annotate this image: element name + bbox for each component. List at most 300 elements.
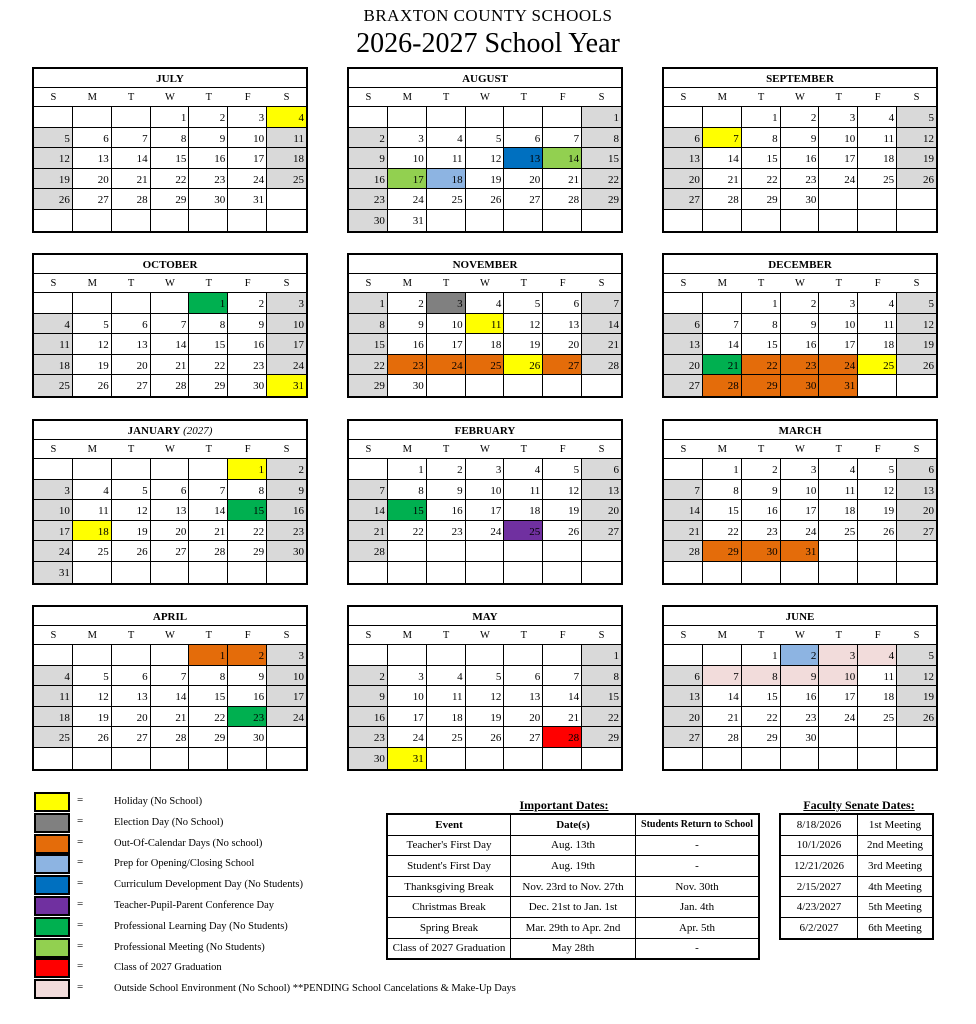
day-cell: 26	[897, 707, 936, 728]
weekday-label: F	[874, 630, 881, 641]
day-cell: 21	[349, 521, 388, 542]
day-cell: 24	[267, 707, 306, 728]
day-cell: 18	[858, 686, 897, 707]
weekday-label: M	[717, 92, 727, 103]
day-cell: 31	[228, 189, 267, 210]
district-name: BRAXTON COUNTY SCHOOLS	[363, 6, 613, 25]
day-cell: 10	[228, 128, 267, 149]
empty-cell	[34, 645, 73, 666]
month-title	[34, 255, 306, 274]
day-cell: 11	[819, 480, 858, 501]
empty-cell	[504, 107, 543, 128]
legend-label: Prep for Opening/Closing School	[114, 858, 255, 870]
day-cell: 12	[73, 334, 112, 355]
weekday-label: S	[598, 92, 605, 103]
day-cell: 24	[819, 707, 858, 728]
month-september	[662, 67, 938, 233]
day-cell: 25	[819, 521, 858, 542]
empty-cell	[582, 562, 621, 583]
day-cell: 17	[819, 686, 858, 707]
table-row	[780, 876, 933, 897]
day-cell: 30	[267, 541, 306, 562]
day-cell: 8	[742, 128, 781, 149]
day-cell: 19	[466, 169, 505, 190]
empty-cell	[112, 562, 151, 583]
empty-cell	[34, 293, 73, 314]
empty-cell	[466, 748, 505, 769]
day-cell: 4	[427, 128, 466, 149]
day-cell: 15	[582, 686, 621, 707]
day-cell: 6	[151, 480, 190, 501]
weekday-label: M	[87, 278, 97, 289]
day-cell: 28	[189, 541, 228, 562]
empty-cell	[228, 748, 267, 769]
day-cell: 24	[228, 169, 267, 190]
day-cell: 22	[742, 355, 781, 376]
empty-cell	[897, 562, 936, 583]
important-dates-table	[386, 813, 760, 960]
weekday-label: M	[717, 278, 727, 289]
weekday-label: S	[680, 630, 687, 641]
empty-cell	[858, 727, 897, 748]
table-cell: 10/1/2026	[780, 835, 858, 856]
month-november	[347, 253, 623, 398]
day-cell: 13	[664, 686, 703, 707]
empty-cell	[267, 727, 306, 748]
empty-cell	[349, 645, 388, 666]
day-cell: 12	[897, 128, 936, 149]
day-cell: 18	[858, 148, 897, 169]
weekday-label: T	[520, 278, 528, 289]
weekday-label: S	[50, 444, 57, 455]
empty-cell	[466, 210, 505, 231]
day-cell: 2	[427, 459, 466, 480]
legend-label: Professional Learning Day (No Students)	[114, 920, 288, 932]
weekday-label: F	[874, 92, 881, 103]
day-cell: 28	[151, 375, 190, 396]
day-cell: 26	[73, 727, 112, 748]
day-cell: 17	[267, 686, 306, 707]
day-cell: 18	[427, 707, 466, 728]
weekday-label: S	[283, 92, 290, 103]
weekday-label: T	[127, 630, 135, 641]
empty-cell	[466, 541, 505, 562]
weekday-label: S	[913, 630, 920, 641]
weekday-label: T	[442, 630, 450, 641]
empty-cell	[664, 748, 703, 769]
empty-cell	[388, 645, 427, 666]
day-cell: 29	[189, 375, 228, 396]
day-cell: 28	[543, 189, 582, 210]
day-cell: 25	[858, 707, 897, 728]
empty-cell	[664, 293, 703, 314]
weekday-label: T	[127, 444, 135, 455]
day-cell: 27	[664, 727, 703, 748]
day-cell: 21	[582, 334, 621, 355]
day-cell: 31	[819, 375, 858, 396]
empty-cell	[427, 645, 466, 666]
day-cell: 14	[664, 500, 703, 521]
day-cell: 7	[582, 293, 621, 314]
day-cell: 24	[819, 355, 858, 376]
day-cell: 12	[897, 666, 936, 687]
day-cell: 4	[504, 459, 543, 480]
day-cell: 27	[543, 355, 582, 376]
day-cell: 12	[504, 314, 543, 335]
day-cell: 27	[73, 189, 112, 210]
table-row	[387, 835, 759, 856]
weekday-label: W	[480, 92, 490, 103]
day-cell: 27	[504, 727, 543, 748]
day-cell: 20	[543, 334, 582, 355]
table-cell: Mar. 29th to Apr. 2nd	[511, 917, 636, 938]
day-cell: 20	[897, 500, 936, 521]
weekday-label: W	[795, 630, 805, 641]
empty-cell	[228, 562, 267, 583]
day-cell: 29	[742, 189, 781, 210]
legend-label: Teacher-Pupil-Parent Conference Day	[114, 900, 274, 911]
day-cell: 23	[781, 707, 820, 728]
day-cell: 9	[228, 314, 267, 335]
day-cell: 17	[819, 148, 858, 169]
day-cell: 2	[742, 459, 781, 480]
day-cell: 2	[267, 459, 306, 480]
weekday-header	[349, 440, 621, 459]
day-grid	[349, 459, 621, 583]
weekday-label: S	[598, 630, 605, 641]
empty-cell	[427, 107, 466, 128]
day-cell: 25	[858, 355, 897, 376]
day-cell: 10	[819, 666, 858, 687]
day-cell: 20	[112, 707, 151, 728]
day-cell: 17	[466, 500, 505, 521]
weekday-header	[34, 626, 306, 645]
weekday-label: S	[598, 278, 605, 289]
weekday-label: T	[520, 630, 528, 641]
day-cell: 15	[703, 500, 742, 521]
empty-cell	[897, 748, 936, 769]
weekday-label: T	[127, 278, 135, 289]
weekday-header	[349, 274, 621, 293]
day-cell: 27	[112, 727, 151, 748]
weekday-label: S	[680, 278, 687, 289]
day-cell: 9	[228, 666, 267, 687]
table-header: Event	[387, 814, 511, 835]
day-cell: 17	[781, 500, 820, 521]
day-cell: 17	[819, 334, 858, 355]
empty-cell	[703, 107, 742, 128]
month-title	[664, 607, 936, 626]
day-cell: 31	[267, 375, 306, 396]
empty-cell	[543, 107, 582, 128]
weekday-header	[34, 440, 306, 459]
day-cell: 21	[664, 521, 703, 542]
table-row	[387, 876, 759, 897]
day-cell: 10	[781, 480, 820, 501]
day-cell: 15	[742, 686, 781, 707]
day-cell: 15	[349, 334, 388, 355]
empty-cell	[582, 375, 621, 396]
day-cell: 10	[819, 128, 858, 149]
page-title: 2026-2027 School Year	[356, 28, 620, 59]
month-january	[32, 419, 308, 585]
day-cell: 22	[703, 521, 742, 542]
day-cell: 29	[582, 189, 621, 210]
day-cell: 13	[151, 500, 190, 521]
empty-cell	[742, 210, 781, 231]
day-cell: 15	[388, 500, 427, 521]
day-cell: 26	[112, 541, 151, 562]
day-cell: 9	[781, 314, 820, 335]
day-cell: 31	[781, 541, 820, 562]
empty-cell	[781, 562, 820, 583]
day-grid	[664, 459, 936, 583]
day-cell: 13	[504, 148, 543, 169]
day-cell: 28	[151, 727, 190, 748]
day-cell: 18	[466, 334, 505, 355]
day-cell: 13	[664, 334, 703, 355]
day-cell: 6	[664, 314, 703, 335]
day-cell: 21	[703, 169, 742, 190]
empty-cell	[858, 748, 897, 769]
day-cell: 18	[73, 521, 112, 542]
day-cell: 22	[742, 707, 781, 728]
empty-cell	[504, 210, 543, 231]
weekday-label: F	[559, 92, 566, 103]
empty-cell	[543, 645, 582, 666]
day-cell: 5	[543, 459, 582, 480]
legend-swatch	[34, 792, 70, 812]
weekday-label: T	[520, 92, 528, 103]
day-cell: 17	[388, 169, 427, 190]
empty-cell	[543, 375, 582, 396]
day-cell: 2	[349, 128, 388, 149]
weekday-label: F	[559, 630, 566, 641]
weekday-label: T	[442, 444, 450, 455]
day-cell: 25	[427, 727, 466, 748]
day-cell: 24	[388, 189, 427, 210]
legend-swatch	[34, 917, 70, 937]
day-cell: 12	[466, 148, 505, 169]
table-cell: 6th Meeting	[858, 917, 934, 938]
day-cell: 25	[504, 521, 543, 542]
month-title	[349, 69, 621, 88]
day-cell: 4	[34, 314, 73, 335]
empty-cell	[73, 107, 112, 128]
day-cell: 8	[703, 480, 742, 501]
empty-cell	[466, 375, 505, 396]
day-cell: 13	[543, 314, 582, 335]
legend-equals: =	[77, 835, 84, 848]
day-cell: 19	[858, 500, 897, 521]
empty-cell	[427, 210, 466, 231]
month-name: MARCH	[778, 425, 822, 437]
empty-cell	[34, 748, 73, 769]
weekday-label: M	[87, 92, 97, 103]
day-cell: 19	[897, 334, 936, 355]
legend-swatch	[34, 875, 70, 895]
day-cell: 1	[151, 107, 190, 128]
day-cell: 19	[112, 521, 151, 542]
legend-equals: =	[77, 856, 84, 869]
day-cell: 6	[664, 128, 703, 149]
day-cell: 3	[819, 107, 858, 128]
empty-cell	[112, 293, 151, 314]
day-cell: 4	[73, 480, 112, 501]
day-cell: 11	[427, 148, 466, 169]
empty-cell	[388, 541, 427, 562]
day-cell: 1	[742, 645, 781, 666]
day-cell: 1	[388, 459, 427, 480]
day-cell: 9	[189, 128, 228, 149]
day-cell: 30	[228, 727, 267, 748]
legend-swatch	[34, 958, 70, 978]
month-may	[347, 605, 623, 771]
day-cell: 17	[267, 334, 306, 355]
day-cell: 12	[466, 686, 505, 707]
day-cell: 26	[73, 375, 112, 396]
month-title	[34, 607, 306, 626]
empty-cell	[819, 748, 858, 769]
day-cell: 20	[504, 707, 543, 728]
faculty-senate-title: Faculty Senate Dates:	[803, 798, 915, 812]
day-cell: 9	[781, 128, 820, 149]
day-cell: 27	[664, 189, 703, 210]
weekday-label: W	[165, 278, 175, 289]
empty-cell	[819, 562, 858, 583]
legend-equals: =	[77, 877, 84, 890]
day-grid	[34, 645, 306, 769]
legend-label: Out-Of-Calendar Days (No school)	[114, 837, 263, 849]
day-cell: 6	[504, 128, 543, 149]
month-name: OCTOBER	[142, 259, 198, 271]
empty-cell	[349, 562, 388, 583]
empty-cell	[664, 645, 703, 666]
day-cell: 28	[703, 727, 742, 748]
day-cell: 30	[781, 727, 820, 748]
day-grid	[34, 107, 306, 231]
day-cell: 16	[349, 169, 388, 190]
day-cell: 22	[228, 521, 267, 542]
day-cell: 15	[189, 686, 228, 707]
day-cell: 16	[781, 334, 820, 355]
weekday-label: W	[795, 444, 805, 455]
day-cell: 21	[703, 707, 742, 728]
empty-cell	[73, 562, 112, 583]
day-cell: 23	[781, 169, 820, 190]
weekday-label: T	[757, 278, 765, 289]
day-cell: 28	[664, 541, 703, 562]
weekday-label: W	[480, 630, 490, 641]
day-cell: 24	[781, 521, 820, 542]
day-cell: 9	[388, 314, 427, 335]
weekday-label: S	[913, 444, 920, 455]
weekday-label: S	[283, 630, 290, 641]
day-cell: 1	[742, 107, 781, 128]
day-cell: 29	[582, 727, 621, 748]
empty-cell	[897, 375, 936, 396]
day-cell: 25	[267, 169, 306, 190]
empty-cell	[543, 562, 582, 583]
day-cell: 12	[73, 686, 112, 707]
empty-cell	[73, 748, 112, 769]
empty-cell	[466, 645, 505, 666]
day-cell: 23	[228, 355, 267, 376]
empty-cell	[349, 107, 388, 128]
weekday-label: W	[480, 278, 490, 289]
day-cell: 5	[897, 107, 936, 128]
month-name: AUGUST	[462, 73, 508, 85]
day-cell: 3	[427, 293, 466, 314]
table-cell: 8/18/2026	[780, 814, 858, 835]
day-cell: 26	[897, 169, 936, 190]
day-cell: 28	[349, 541, 388, 562]
day-cell: 13	[897, 480, 936, 501]
day-cell: 14	[703, 686, 742, 707]
empty-cell	[858, 562, 897, 583]
empty-cell	[151, 748, 190, 769]
day-cell: 3	[34, 480, 73, 501]
day-cell: 4	[466, 293, 505, 314]
table-cell: -	[636, 835, 760, 856]
month-name: APRIL	[152, 611, 188, 623]
legend-swatch	[34, 896, 70, 916]
day-cell: 16	[781, 148, 820, 169]
table-cell: -	[636, 856, 760, 877]
table-header: Date(s)	[511, 814, 636, 835]
weekday-label: S	[913, 278, 920, 289]
day-cell: 28	[703, 375, 742, 396]
day-cell: 26	[34, 189, 73, 210]
month-name: SEPTEMBER	[766, 73, 834, 85]
empty-cell	[73, 645, 112, 666]
weekday-label: M	[87, 630, 97, 641]
day-cell: 16	[781, 686, 820, 707]
empty-cell	[664, 107, 703, 128]
table-cell: Teacher's First Day	[387, 835, 511, 856]
day-cell: 1	[349, 293, 388, 314]
day-cell: 11	[73, 500, 112, 521]
day-cell: 22	[388, 521, 427, 542]
day-cell: 23	[349, 727, 388, 748]
day-cell: 12	[858, 480, 897, 501]
day-cell: 24	[388, 727, 427, 748]
empty-cell	[819, 727, 858, 748]
weekday-label: S	[50, 630, 57, 641]
month-name: FEBRUARY	[454, 425, 516, 437]
empty-cell	[427, 562, 466, 583]
day-cell: 22	[151, 169, 190, 190]
month-title	[349, 255, 621, 274]
day-cell: 1	[703, 459, 742, 480]
day-cell: 14	[349, 500, 388, 521]
day-cell: 26	[466, 189, 505, 210]
weekday-label: T	[205, 630, 213, 641]
empty-cell	[112, 748, 151, 769]
day-cell: 22	[189, 707, 228, 728]
day-cell: 7	[189, 480, 228, 501]
day-cell: 20	[112, 355, 151, 376]
day-cell: 3	[228, 107, 267, 128]
day-cell: 16	[228, 686, 267, 707]
day-cell: 19	[897, 148, 936, 169]
day-cell: 4	[267, 107, 306, 128]
weekday-label: S	[913, 92, 920, 103]
table-row	[780, 897, 933, 918]
day-cell: 11	[466, 314, 505, 335]
empty-cell	[267, 210, 306, 231]
month-year-note: (2027)	[180, 425, 213, 437]
